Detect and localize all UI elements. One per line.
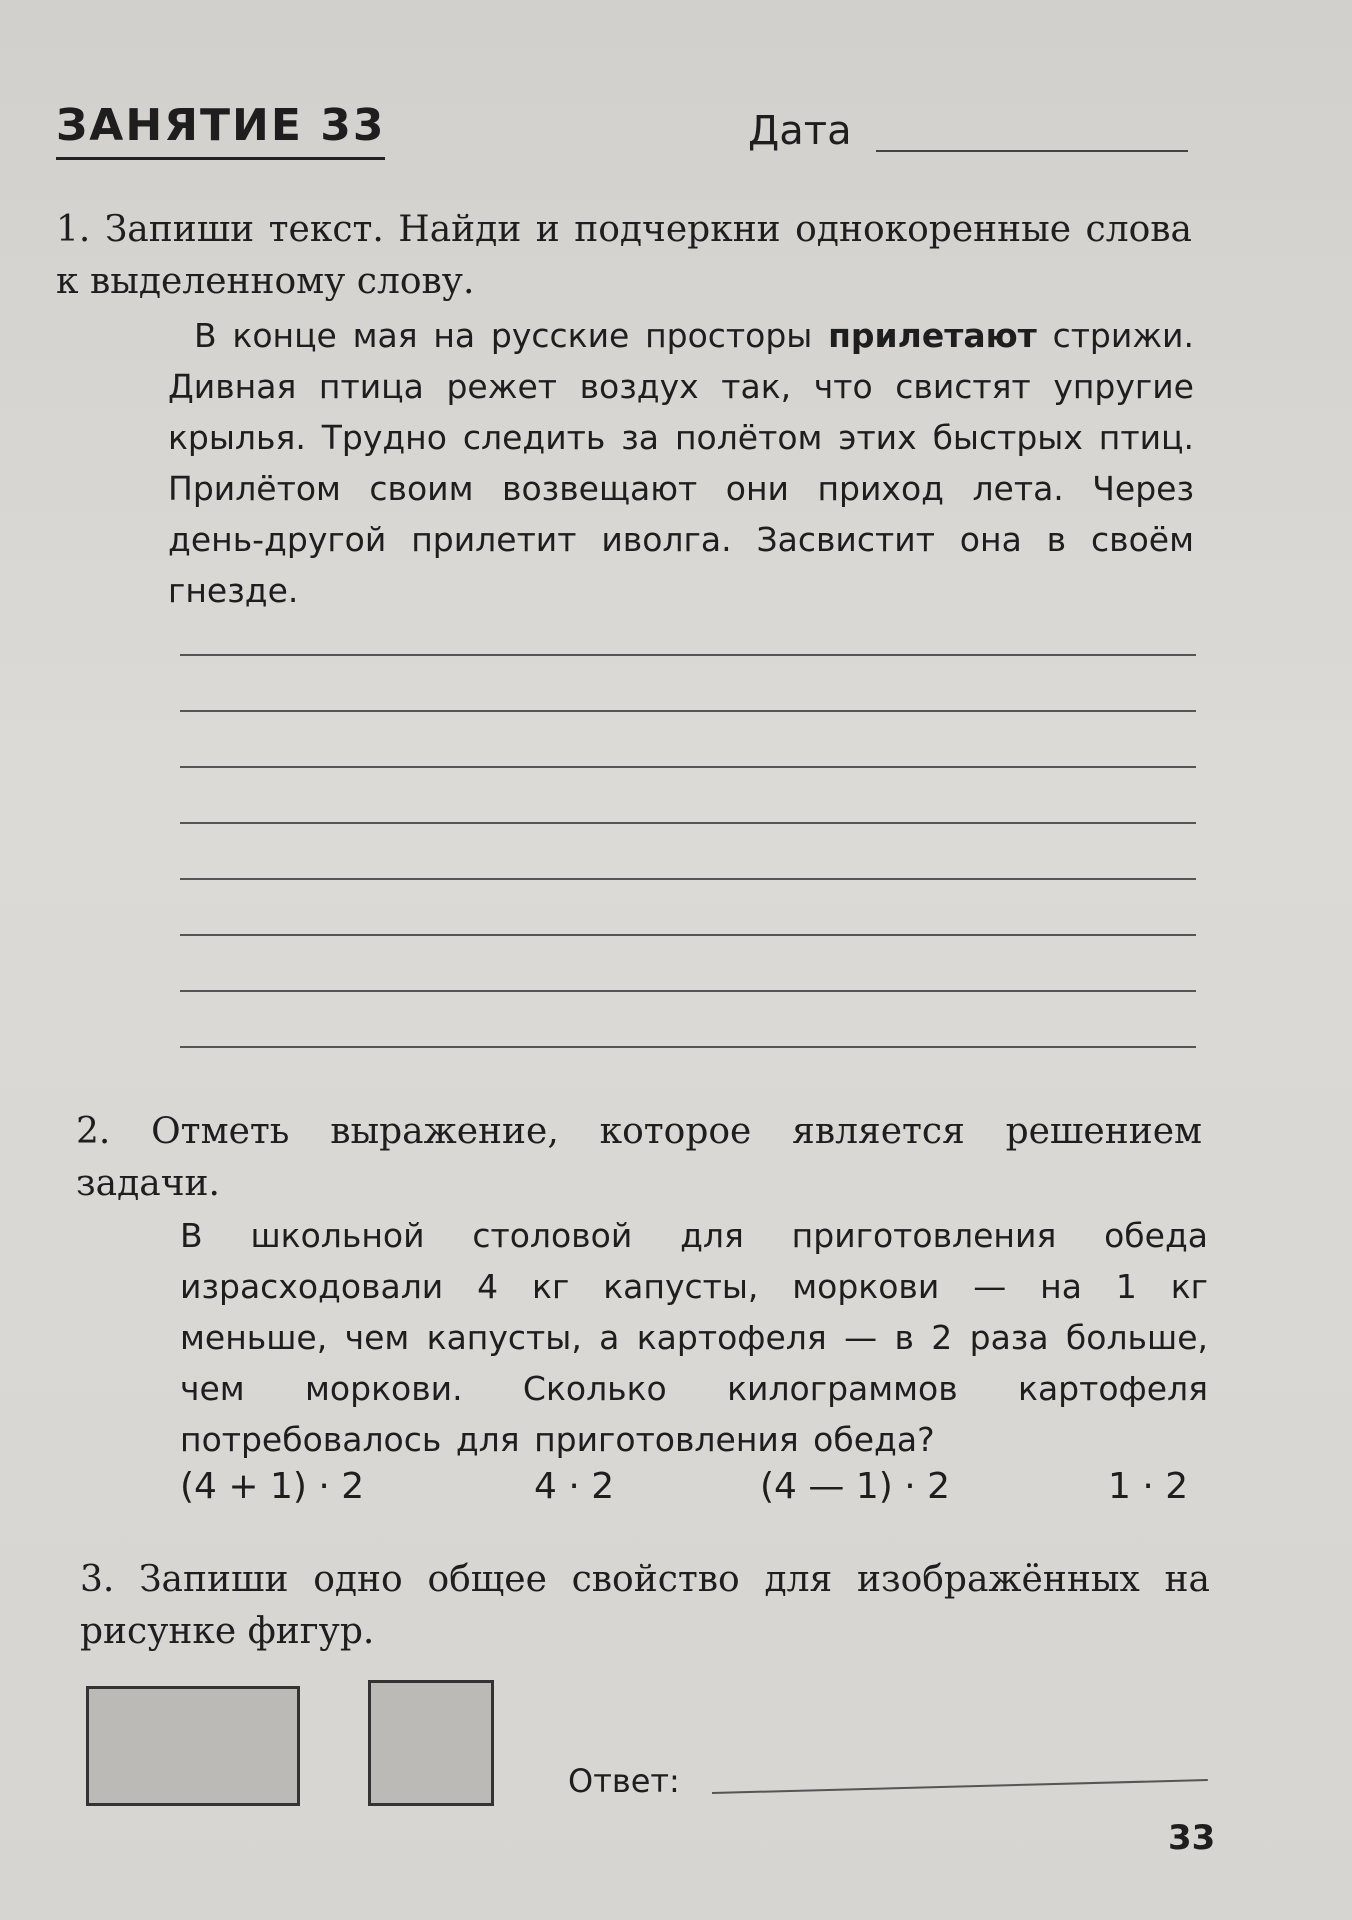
writing-line[interactable] xyxy=(180,1046,1196,1048)
writing-line[interactable] xyxy=(180,878,1196,880)
task3-number: 3. xyxy=(80,1559,115,1600)
task1-highlighted-word: прилетают xyxy=(828,316,1037,355)
task1-instruction-text: Запиши текст. Найди и подчеркни однокоренные слова к выделенному слову. xyxy=(56,209,1192,302)
answer-input-line[interactable] xyxy=(712,1779,1208,1794)
task1-instruction xyxy=(56,204,1192,308)
task1-text-before: В конце мая на русские просторы xyxy=(194,316,829,355)
lesson-title: ЗАНЯТИЕ 33 xyxy=(56,100,385,160)
writing-line[interactable] xyxy=(180,990,1196,992)
date-label: Дата xyxy=(748,108,852,154)
task2-number: 2. xyxy=(76,1111,111,1152)
task2-instruction xyxy=(76,1106,1202,1210)
writing-line[interactable] xyxy=(180,710,1196,712)
task1-number: 1. xyxy=(56,209,91,250)
page-number: 33 xyxy=(1168,1818,1216,1858)
date-input-line[interactable] xyxy=(876,150,1188,152)
task2-instruction-text: Отметь выражение, которое является решением задачи. xyxy=(76,1111,1202,1204)
option-3[interactable]: (4 — 1) · 2 xyxy=(760,1466,951,1507)
writing-line[interactable] xyxy=(180,766,1196,768)
task3-instruction-text: Запиши одно общее свойство для изображённых на рисунке фигур. xyxy=(80,1559,1210,1652)
rectangle-figure xyxy=(86,1686,300,1806)
task1-text xyxy=(168,310,1194,616)
option-4[interactable]: 1 · 2 xyxy=(1108,1466,1189,1507)
answer-label: Ответ: xyxy=(568,1762,680,1800)
task2-problem: В школьной столовой для приготовления обеда израсходовали 4 кг капусты, моркови — на 1 кг меньше, чем капусты, а картофеля — в 2 раза больше, чем моркови. Сколько килограммов картофеля потребовалось для приготовления обеда? xyxy=(180,1216,1208,1459)
writing-line[interactable] xyxy=(180,822,1196,824)
task3-instruction xyxy=(80,1554,1210,1658)
writing-line[interactable] xyxy=(180,934,1196,936)
task1-text-after: стрижи. Дивная птица режет воздух так, что свистят упругие крылья. Трудно следить за полётом этих быстрых птиц. Прилётом своим возвещают они приход лета. Через день-другой прилетит иволга. Засвистит она в своём гнезде. xyxy=(168,316,1194,610)
square-figure xyxy=(368,1680,494,1806)
writing-line[interactable] xyxy=(180,654,1196,656)
option-2[interactable]: 4 · 2 xyxy=(534,1466,615,1507)
option-1[interactable]: (4 + 1) · 2 xyxy=(180,1466,365,1507)
